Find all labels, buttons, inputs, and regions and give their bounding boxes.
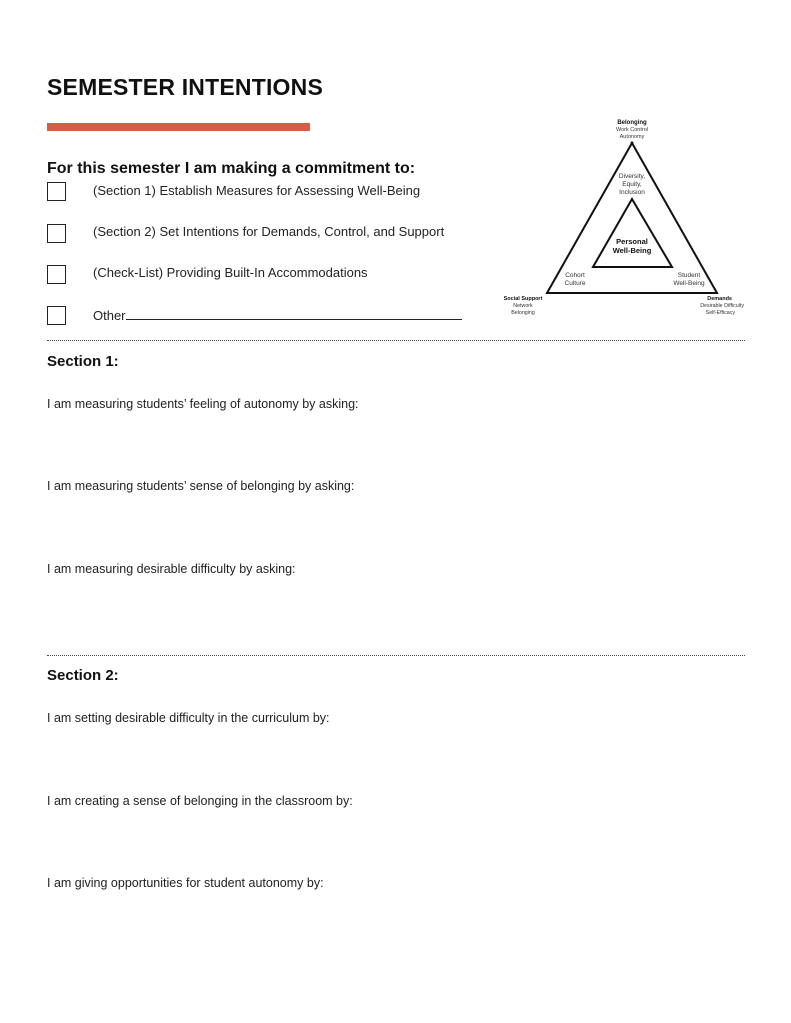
section-2-prompt-difficulty: I am setting desirable difficulty in the curriculum by: [47, 711, 330, 725]
bottom-right-title: Demands [707, 296, 732, 302]
center-line1: Personal [616, 237, 648, 246]
checkbox-other[interactable] [47, 306, 66, 325]
section-divider [47, 340, 745, 341]
bottom-left-line2: Belonging [511, 310, 535, 316]
inner-apex-dot [631, 199, 634, 202]
bottom-left-line1: Network [513, 303, 533, 309]
checkbox-section-1[interactable] [47, 182, 66, 201]
outer-triangle [547, 143, 717, 293]
top-vertex-line2: Autonomy [619, 134, 645, 140]
checkbox-section-2[interactable] [47, 224, 66, 243]
section-2-prompt-belonging: I am creating a sense of belonging in the classroom by: [47, 794, 353, 808]
section-2-prompt-autonomy: I am giving opportunities for student autonomy by: [47, 876, 324, 890]
section-divider [47, 655, 745, 656]
inner-top-line3: Inclusion [619, 189, 645, 196]
top-vertex-title: Belonging [617, 120, 647, 126]
checkbox-label-other: Other [93, 308, 126, 323]
section-1-prompt-autonomy: I am measuring students’ feeling of autonomy by asking: [47, 397, 359, 411]
inner-right-line2: Well-Being [673, 280, 705, 287]
commitment-heading: For this semester I am making a commitment to: [47, 160, 416, 177]
outer-apex-dot [631, 142, 634, 145]
checkbox-label-section-1: (Section 1) Establish Measures for Assessing Well-Being [93, 183, 421, 198]
page-title: SEMESTER INTENTIONS [47, 74, 323, 100]
section-1-prompt-difficulty: I am measuring desirable difficulty by asking: [47, 562, 296, 576]
bottom-right-line2: Self-Efficacy [705, 310, 735, 316]
checkbox-label-section-2: (Section 2) Set Intentions for Demands, Control, and Support [93, 224, 445, 239]
inner-top-line2: Equity, [622, 181, 642, 188]
checkbox-label-check-list: (Check-List) Providing Built-In Accommodations [93, 265, 368, 280]
inner-left-line2: Culture [564, 280, 586, 287]
section-1-heading: Section 1: [47, 353, 119, 370]
other-input-line[interactable] [126, 307, 462, 320]
inner-top-line1: Diversity, [618, 173, 646, 180]
bottom-left-title: Social Support [503, 296, 543, 302]
section-2-heading: Section 2: [47, 667, 119, 684]
bottom-right-line1: Desirable Difficulty [700, 303, 744, 309]
section-1-prompt-belonging: I am measuring students’ sense of belonging by asking: [47, 479, 355, 493]
inner-left-line1: Cohort [565, 272, 585, 279]
checkbox-check-list[interactable] [47, 265, 66, 284]
top-vertex-line1: Work Control [616, 127, 648, 133]
center-line2: Well-Being [612, 246, 652, 255]
well-being-triangle-diagram [495, 112, 760, 322]
accent-bar [47, 123, 310, 131]
other-row [93, 307, 462, 323]
inner-triangle [593, 199, 672, 267]
inner-right-line1: Student [677, 272, 701, 279]
